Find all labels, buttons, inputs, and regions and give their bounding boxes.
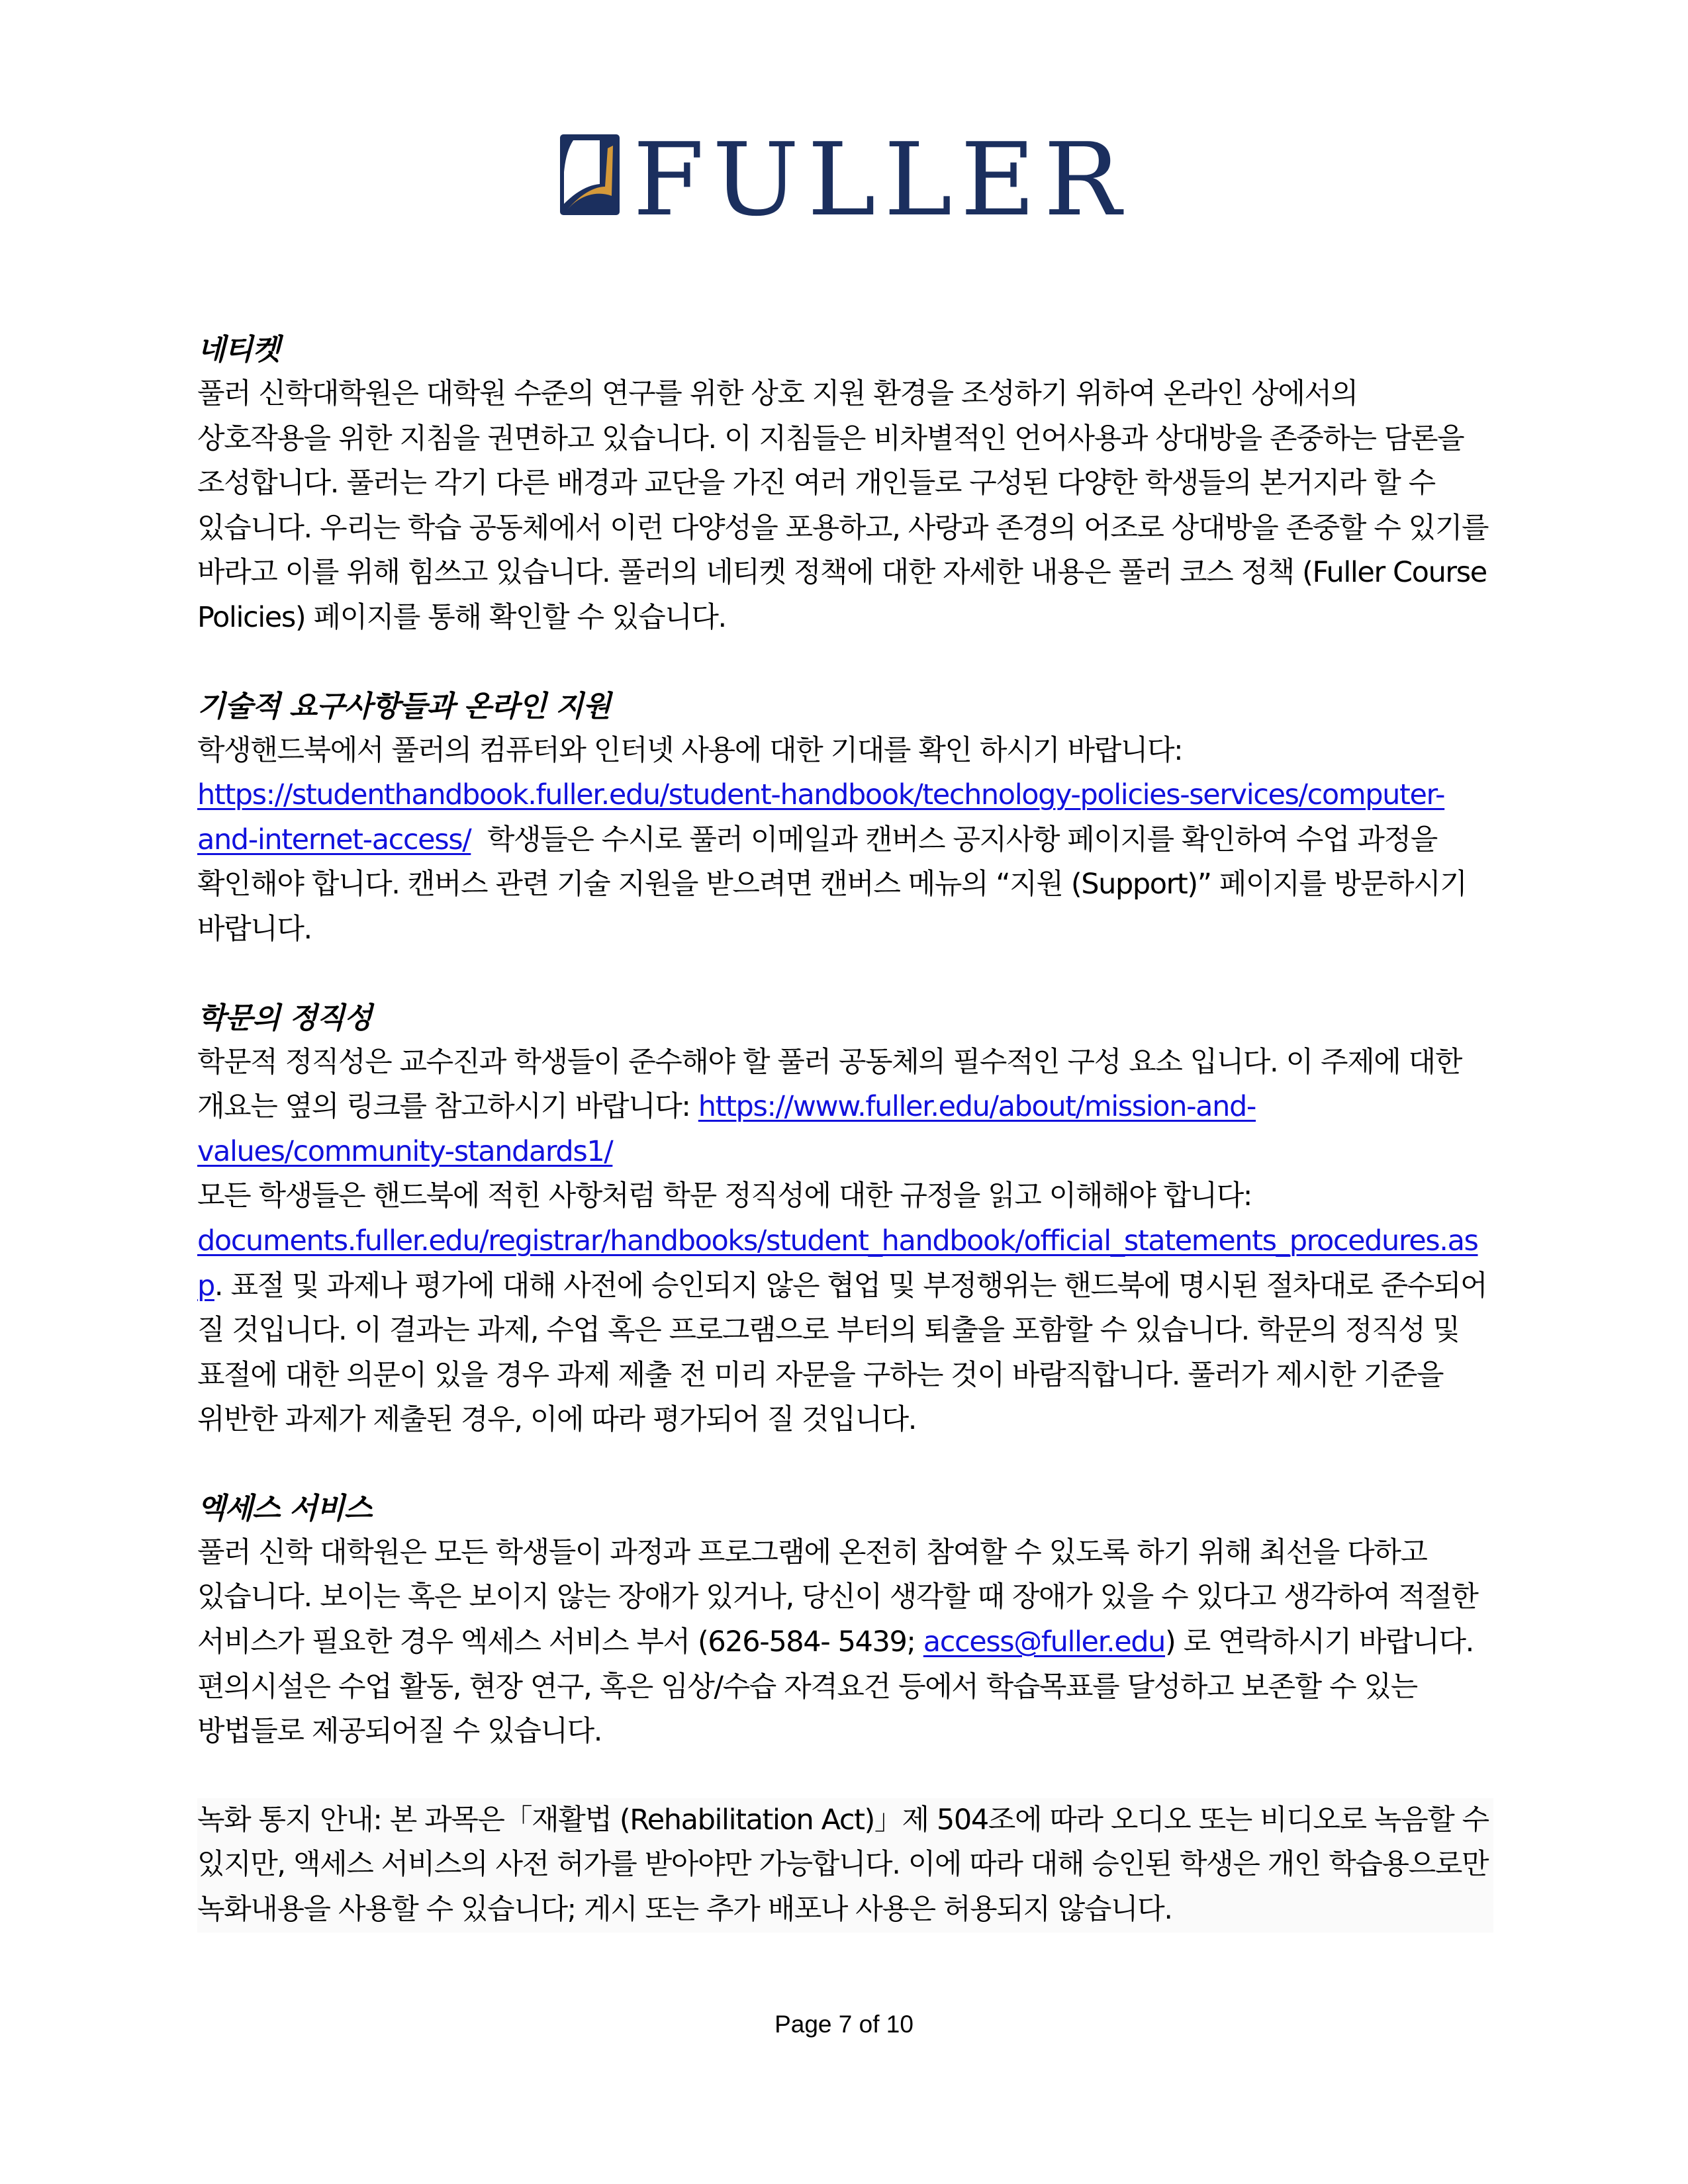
section-paragraph	[197, 729, 1493, 952]
paragraph-text: 학생들은 수시로 풀러 이메일과 캔버스 공지사항 페이지를 확인하여 수업 과정을 확인해야 합니다. 캔버스 관련 기술 지원을 받으려면 캔버스 메뉴의 “지원 (Support)” 페이지를 방문하시기 바랍니다.	[197, 823, 1475, 946]
page-number: Page 7 of 10	[774, 2011, 914, 2038]
section-paragraph	[197, 1040, 1493, 1443]
recording-notice: 녹화 통지 안내: 본 과목은「재활법 (Rehabilitation Act)」제 504조에 따라 오디오 또는 비디오로 녹음할 수 있지만, 액세스 서비스의 사전 허가를 받아야만 가능합니다. 이에 따라 대해 승인된 학생은 개인 학습용으로만 녹화내용을 사용할 수 있습니다; 게시 또는 추가 배포나 사용은 허용되지 않습니다.	[197, 1798, 1493, 1933]
fuller-logo-graphic	[560, 132, 1136, 217]
paragraph-text: 풀러 신학대학원은 대학원 수준의 연구를 위한 상호 지원 환경을 조성하기 위하여 온라인 상에서의 상호작용을 위한 지침을 권면하고 있습니다. 이 지침들은 비차별적인 언어사용과 상대방을 존중하는 담론을 조성합니다. 풀러는 각기 다른 배경과 교단을 가진 여러 개인들로 구성된 다양한 학생들의 본거지라 할 수 있습니다. 우리는 학습 공동체에서 이런 다양성을 포용하고, 사랑과 존경의 어조로 상대방을 존중할 수 있기를 바라고 이를 위해 힘쓰고 있습니다. 풀러의 네티켓 정책에 대한 자세한 내용은 풀러 코스 정책 (Fuller Course Policies) 페이지를 통해 확인할 수 있습니다.	[197, 377, 1489, 634]
paragraph-text: 모든 학생들은 핸드북에 적힌 사항처럼 학문 정직성에 대한 규정을 읽고 이해해야 합니다:	[197, 1179, 1252, 1213]
section-title: 엑세스 서비스	[197, 1491, 372, 1525]
section-paragraph	[197, 372, 1493, 641]
section-academic-integrity	[197, 996, 1493, 1443]
section-technical-requirements	[197, 684, 1493, 952]
section-title: 기술적 요구사항들과 온라인 지원	[197, 689, 611, 723]
paragraph-text: 풀러 신학 대학원은 모든 학생들이 과정과 프로그램에 온전히 참여할 수 있도록 하기 위해 최선을 다하고 있습니다. 보이는 혹은 보이지 않는 장애가 있거나, 당신이 생각할 때 장애가 있을 수 있다고 생각하여 적절한 서비스가 필요한 경우 엑세스 서비스 부서 (626-584- 5439;	[197, 1535, 1478, 1659]
section-paragraph	[197, 1531, 1493, 1754]
section-netiquette	[197, 328, 1493, 641]
official-statements-procedures-link[interactable]: documents.fuller.edu/registrar/handbooks/student_handbook/official_statements_procedures.asp	[197, 1224, 1478, 1302]
access-email-link[interactable]: access@fuller.edu	[923, 1625, 1166, 1659]
community-standards-link[interactable]: https://www.fuller.edu/about/mission-and-values/community-standards1/	[197, 1090, 1256, 1168]
student-handbook-technology-link[interactable]: https://studenthandbook.fuller.edu/student-handbook/technology-policies-services/computer-and-internet-access/	[197, 778, 1445, 856]
paragraph-text: . 표절 및 과제나 평가에 대해 사전에 승인되지 않은 협업 및 부정행위는 핸드북에 명시된 절차대로 준수되어 질 것입니다. 이 결과는 과제, 수업 혹은 프로그램으로 부터의 퇴출을 포함할 수 있습니다. 학문의 정직성 및 표절에 대한 의문이 있을 경우 과제 제출 전 미리 자문을 구하는 것이 바람직합니다. 풀러가 제시한 기준을 위반한 과제가 제출된 경우, 이에 따라 평가되어 질 것입니다.	[197, 1269, 1487, 1437]
logo-wordmark: FULLER	[633, 132, 1129, 217]
section-title: 학문의 정직성	[197, 1001, 372, 1035]
section-title: 네티켓	[197, 333, 280, 367]
paragraph-text: 학생핸드북에서 풀러의 컴퓨터와 인터넷 사용에 대한 기대를 확인 하시기 바랍니다:	[197, 733, 1183, 767]
book-emblem-icon	[560, 134, 620, 215]
paragraph-text: 학문적 정직성은 교수진과 학생들이 준수해야 할 풀러 공동체의 필수적인 구성 요소 입니다. 이 주제에 대한 개요는 옆의 링크를 참고하시기 바랍니다:	[197, 1045, 1462, 1124]
fuller-logo	[560, 132, 1136, 217]
document-body	[197, 328, 1493, 1933]
paragraph-text: ) 로 연락하시기 바랍니다. 편의시설은 수업 활동, 현장 연구, 혹은 임상/수습 자격요건 등에서 학습목표를 달성하고 보존할 수 있는 방법들로 제공되어질 수 있습니다.	[197, 1625, 1474, 1749]
section-access-services	[197, 1486, 1493, 1754]
